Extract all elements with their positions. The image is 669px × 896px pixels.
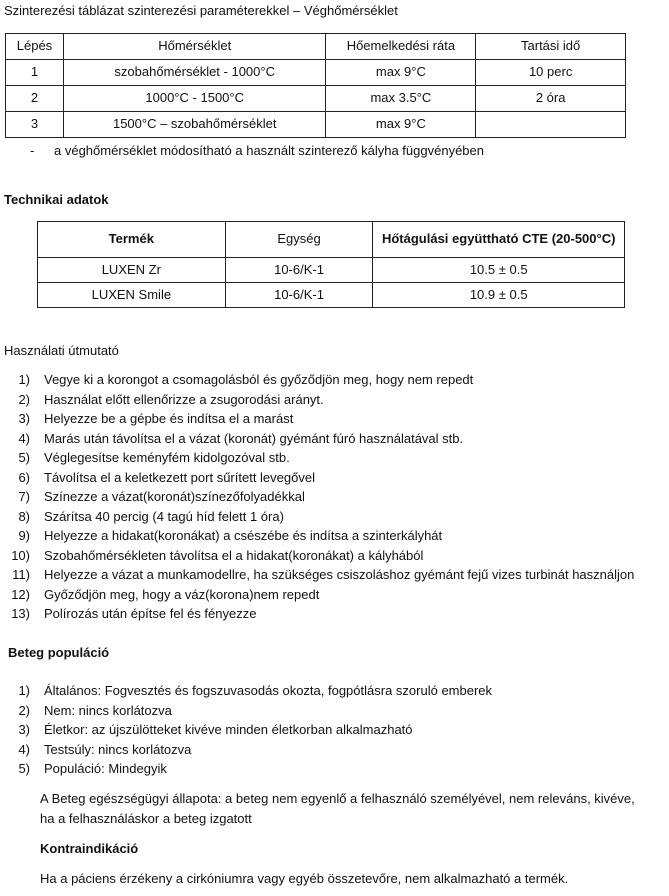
list-item-text: Távolítsa el a keletkezett port sűrített levegővel [44,469,315,485]
list-item-number: 8) [18,508,30,524]
contra-text: Ha a páciens érzékeny a cirkóniumra vagy egyéb összetevőre, nem alkalmazható a termék. [40,871,569,886]
column-header: Egység [225,222,373,258]
list-item-number: 1) [18,683,30,698]
list-item [0,606,634,626]
list-item-text: Polírozás után építse fel és fényezze [44,606,257,621]
list-item [0,372,634,392]
usage-heading: Használati útmutató [4,343,119,358]
table-cell: 1000°C - 1500°C [63,86,326,112]
sintering-table [5,33,626,138]
list-item-text: Színezze a vázat(koronát)színezőfolyadékkal [44,489,305,504]
list-item-number: 2) [18,391,30,407]
list-item-text: Használat előtt ellenőrizze a zsugorodási arányt. [44,391,324,407]
list-item-number: 1) [18,372,30,387]
list-item-text: Helyezze a hidakat(koronákat) a csészébe és indítsa a szinterkályhát [44,528,443,543]
patients-list [0,683,492,781]
list-item [0,683,492,703]
table-cell: 10-6/K-1 [225,283,373,308]
list-item [0,761,492,781]
list-item [0,411,634,431]
list-item-text: Nem: nincs korlátozva [44,702,172,718]
table-cell: 10 perc [476,60,626,86]
list-item [0,528,634,548]
column-header: Lépés [6,34,64,60]
list-item-text: Testsúly: nincs korlátozva [44,741,192,757]
list-item [0,567,634,587]
column-header: Hőemelkedési ráta [326,34,476,60]
contra-heading: Kontraindikáció [40,841,139,856]
table-cell: 10.5 ± 0.5 [373,258,625,283]
note-text: a véghőmérséklet módosítható a használt szinterező kályha függvényében [54,143,484,158]
list-item-number: 6) [18,469,30,485]
table-row [38,283,625,308]
list-item [0,722,492,742]
list-item-number: 3) [18,722,30,737]
list-item [0,431,634,451]
patients-heading: Beteg populáció [8,645,110,660]
column-header: Hőtágulási együttható CTE (20-500°C) [373,222,625,258]
tech-heading: Technikai adatok [4,192,109,207]
table-cell: 10-6/K-1 [225,258,373,283]
table-cell: 1 [6,60,64,86]
table-cell: 3 [6,112,64,138]
list-item [0,392,634,412]
table-row [6,60,626,86]
table-cell: LUXEN Smile [38,283,226,308]
list-item-number: 10) [11,547,30,563]
table-row [6,86,626,112]
table-cell: LUXEN Zr [38,258,226,283]
table-cell: 1500°C – szobahőmérséklet [63,112,326,138]
list-item-text: Helyezze be a gépbe és indítsa el a marást [44,411,294,426]
list-item [0,548,634,568]
list-item-number: 11) [12,567,30,582]
list-item-number: 3) [18,411,30,426]
list-item-number: 4) [18,741,30,757]
patient-status-line-2: ha a felhasználáskor a beteg izgatott [40,811,252,826]
list-item-number: 5) [18,761,30,776]
table-note [30,143,484,159]
note-dash: - [30,143,35,158]
list-item [0,450,634,470]
list-item-text: Győződjön meg, hogy a váz(korona)nem repedt [44,586,320,602]
list-item-number: 13) [11,606,30,621]
usage-list [0,372,634,626]
table-row [38,258,625,283]
table-cell: szobahőmérséklet - 1000°C [63,60,326,86]
tech-table [37,221,625,308]
list-item-number: 4) [18,430,30,446]
list-item-text: Vegye ki a korongot a csomagolásból és győződjön meg, hogy nem repedt [44,372,474,387]
table-cell: 2 óra [476,86,626,112]
list-item [0,509,634,529]
document-title: Szinterezési táblázat szinterezési paraméterekkel – Véghőmérséklet [4,3,398,18]
list-item-text: Szobahőmérsékleten távolítsa el a hidakat(koronákat) a kályhából [44,547,424,563]
list-item [0,587,634,607]
list-item-number: 9) [18,528,30,543]
column-header: Hőmérséklet [63,34,326,60]
table-cell: 10.9 ± 0.5 [373,283,625,308]
table-cell: 2 [6,86,64,112]
table-header-row [38,222,625,258]
list-item-number: 12) [11,586,30,602]
list-item [0,742,492,762]
table-row [6,112,626,138]
list-item-number: 5) [18,450,30,465]
list-item-text: Populáció: Mindegyik [44,761,167,776]
table-cell: max 9°C [326,60,476,86]
list-item-text: Marás után távolítsa el a vázat (koronát) gyémánt fúró használatával stb. [44,430,464,446]
table-cell [476,112,626,138]
list-item [0,470,634,490]
list-item-text: Helyezze a vázat a munkamodellre, ha szükséges csiszoláshoz gyémánt fejű vizes turbinát használjon [44,567,635,582]
list-item-text: Véglegesítse keményfém kidolgozóval stb. [44,450,290,465]
list-item-number: 7) [18,489,30,504]
patient-status-line-1: A Beteg egészségügyi állapota: a beteg nem egyenlő a felhasználó személyével, nem releváns, kivéve, [40,791,635,806]
table-cell: max 3.5°C [326,86,476,112]
column-header: Termék [38,222,226,258]
list-item [0,703,492,723]
column-header: Tartási idő [476,34,626,60]
list-item-text: Szárítsa 40 percig (4 tagú híd felett 1 óra) [44,508,284,524]
table-header-row [6,34,626,60]
table-cell: max 9°C [326,112,476,138]
list-item-text: Általános: Fogvesztés és fogszuvasodás okozta, fogpótlásra szoruló emberek [44,683,493,698]
list-item [0,489,634,509]
list-item-number: 2) [18,702,30,718]
list-item-text: Életkor: az újszülötteket kivéve minden életkorban alkalmazható [44,722,413,737]
